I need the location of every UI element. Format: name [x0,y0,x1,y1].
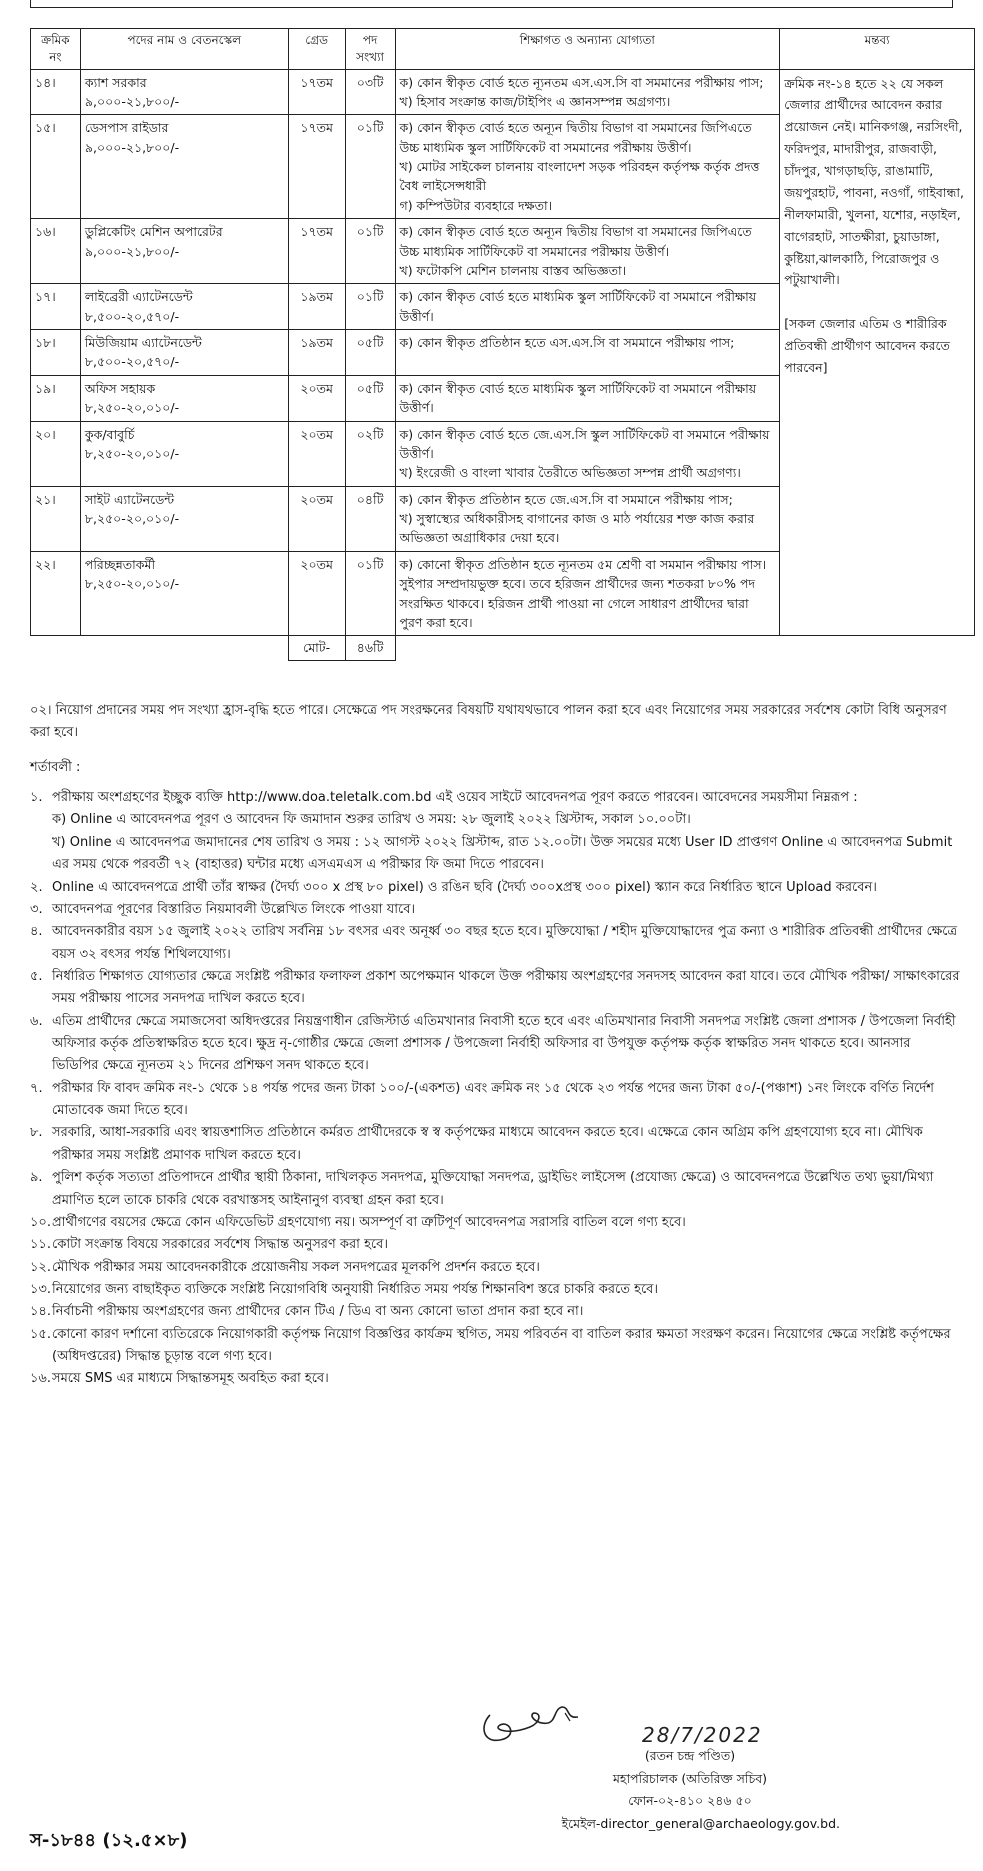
post-name: ডুপ্লিকেটিং মেশিন অপারেটর [84,224,223,240]
term-number: ৩. [30,901,43,917]
cell-count: ০৫টি [345,375,395,421]
reference-number: স-১৮৪৪ (১২.৫×৮) [30,1830,188,1851]
cell-remarks [780,69,975,636]
term-text: নির্ধারিত শিক্ষাগত যোগ্যতার ক্ষেত্রে সংশ্লিষ্ট পরীক্ষার ফলাফল প্রকাশ অপেক্ষমান থাকলে উক্ত পরীক্ষায় অংশগ্রহণের সনদসহ আবেদন করা যাবে। তবে মৌখিক পরীক্ষা/ সাক্ষাৎকারের সময় পরীক্ষায় পাসের সনদপত্র দাখিল করতে হবে। [52,968,960,1007]
qualification-item: ক) কোন স্বীকৃত বোর্ড হতে অন্যূন দ্বিতীয় বিভাগ বা সমমানের জিপিএতে উচ্চ মাধ্যমিক সার্টিফিকেট বা সমমানের পরীক্ষায় উত্তীর্ণ। [399,224,752,259]
cell-grade: ১৯তম [288,284,345,330]
term-text: খ) Online এ আবেদনপত্র জমাদানের শেষ তারিখ ও সময় : ১২ আগস্ট ২০২২ খ্রিস্টাব্দ, রাত ১২.০০টা। উক্ত সময়ের মধ্যে User ID প্রাপ্তগণ Online এ আবেদনপত্র Submit এর সময় থেকে পরবর্তী ৭২ (বাহাত্তর) ঘন্টার মধ্যে এসএমএস এ পরীক্ষার ফি জমা দিতে পারবেন। [52,834,953,873]
qualification-item: খ) মোটর সাইকেল চালনায় বাংলাদেশ সড়ক পরিবহন কর্তৃপক্ষ কর্তৃক প্রদত্ত বৈধ লাইসেন্সধারী [399,159,760,194]
pay-scale: ৯,০০০-২১,৮০০/- [84,243,180,259]
pay-scale: ৮,৫০০-২০,৫৭০/- [84,308,180,324]
post-name: ডেসপাস রাইডার [84,120,169,136]
cell-serial: ১৫। [31,115,81,219]
cell-count: ০১টি [345,115,395,219]
cell-count: ০৫টি [345,330,395,376]
term-item [30,1368,960,1390]
qualification-item: ক) কোনো স্বীকৃত প্রতিষ্ঠান হতে ন্যূনতম ৫ম শ্রেণী বা সমমান পরীক্ষায় পাস। সুইপার সম্প্রদায়ভুক্ত হবে। তবে হরিজন প্রার্থীদের জন্য শতকরা ৮০% পদ সংরক্ষিত থাকবে। হরিজন প্রার্থী পাওয়া না গেলে সাধারণ প্রার্থীদের দ্বারা পুরণ করা হবে। [399,556,767,630]
qualification-item: খ) হিসাব সংক্রান্ত কাজ/টাইপিং এ জ্ঞানসম্পন্ন অগ্রগণ্য। [399,93,671,109]
cell-grade: ১৭তম [288,219,345,284]
cell-post [80,486,288,551]
term-number: ১. [30,790,43,806]
pay-scale: ৯,০০০-২১,৮০০/- [84,139,180,155]
term-number [30,809,52,831]
cell-qualification [395,375,780,421]
header-serial: ক্রমিক নং [31,29,81,70]
post-name: সাইট এ্যাটেনডেন্ট [84,491,175,507]
term-item [30,1234,960,1256]
remarks-note: [সকল জেলার এতিম ও শারীরিক প্রতিবন্ধী প্রার্থীগণ আবেদন করতে পারবেন] [784,316,950,376]
qualification-item: খ) ইংরেজী ও বাংলা খাবার তৈরীতে অভিজ্ঞতা সম্পন্ন প্রার্থী অগ্রগণ্য। [399,465,741,481]
cell-count: ০৩টি [345,69,395,115]
term-item [30,832,960,877]
cell-qualification [395,330,780,376]
cell-post [80,284,288,330]
cell-qualification [395,69,780,115]
term-number: ২. [30,879,43,895]
cell-qualification [395,486,780,551]
header-remarks: মন্তব্য [780,29,975,70]
signature-lines [540,1745,840,1835]
term-item [30,966,960,1011]
post-name: লাইব্রেরী এ্যাটেনডেন্ট [84,289,193,305]
term-number: ৪. [30,924,43,940]
term-number: ১৪. [30,1304,52,1320]
cell-serial: ১৭। [31,284,81,330]
post-name: কুক/বাবুর্চি [84,426,135,442]
signature-date: 28/7/2022 [642,1723,763,1747]
total-row [31,636,975,660]
term-text: কোটা সংক্রান্ত বিষয়ে সরকারের সর্বশেষ সিদ্ধান্ত অনুসরণ করা হবে। [52,1237,389,1253]
cell-serial: ১৪। [31,69,81,115]
header-post: পদের নাম ও বেতনস্কেল [80,29,288,70]
qualification-item: ক) কোন স্বীকৃত বোর্ড হতে জে.এস.সি স্কুল সার্টিফিকেট বা সমমানে পরীক্ষায় উত্তীর্ণ। [399,426,770,461]
total-value: ৪৬টি [345,636,395,660]
term-item [30,899,960,921]
term-number: ৮. [30,1125,43,1141]
term-number [30,832,52,877]
term-item [30,1279,960,1301]
remarks-district-list: ক্রমিক নং-১৪ হতে ২২ যে সকল জেলার প্রার্থীদের আবেদন করার প্রয়োজন নেই। মানিকগঞ্জ, নরসিংদী, ফরিদপুর, মাদারীপুর, রাজবাড়ী, চাঁদপুর, খাগড়াছড়ি, রাঙামাটি, জয়পুরহাট, পাবনা, নওগাঁ, গাইবান্ধা, নীলফামারী, খুলনা, যশোর, নড়াইল, বাগেরহাট, সাতক্ষীরা, চুয়াডাঙ্গা, কুষ্টিয়া,ঝালকাঠি, পিরোজপুর ও পটুয়াখালী। [784,75,964,288]
cell-qualification [395,219,780,284]
pay-scale: ৮,২৫০-২০,০১০/- [84,576,180,592]
cell-post [80,69,288,115]
cell-count: ০১টি [345,284,395,330]
header-count: পদ সংখ্যা [345,29,395,70]
cell-serial: ২১। [31,486,81,551]
cell-post [80,551,288,636]
term-text: এতিম প্রার্থীদের ক্ষেত্রে সমাজসেবা অধিদপ্তরের নিয়ন্ত্রণাধীন রেজিস্টার্ড এতিমখানার নিবাসী হতে হবে এবং এতিমখানার নিবাসী সনদপত্র সংশ্লিষ্ট জেলা প্রশাসক / উপজেলা নির্বাহী অফিসার কর্তৃক প্রতিস্বাক্ষরিত হতে হবে। ক্ষুদ্র নৃ-গোষ্ঠীর ক্ষেত্রে জেলা প্রশাসক / উপজেলা নির্বাহী অফিসার বা উপযুক্ত কর্তৃপক্ষ কর্তৃক স্বাক্ষরিত সনদ থাকতে হবে। আনসার ভিডিপির ক্ষেত্রে ন্যূনতম ২১ দিনের প্রশিক্ষণ সনদ থাকতে হবে। [52,1013,956,1074]
table-header-row [31,29,975,70]
post-name: অফিস সহায়ক [84,380,156,396]
pay-scale: ৯,০০০-২১,৮০০/- [84,93,180,109]
term-item [30,787,960,809]
total-label: মোট- [288,636,345,660]
cell-count: ০২টি [345,421,395,486]
table-row [31,69,975,115]
job-table [30,28,975,661]
terms-list [30,787,960,1391]
term-text: সরকারি, আধা-সরকারি এবং স্বায়ত্তশাসিত প্রতিষ্ঠানে কর্মরত প্রার্থীদেরকে স্ব স্ব কর্তৃপক্ষের মাধ্যমে আবেদন করতে হবে। এক্ষেত্রে কোন অগ্রিম কপি গ্রহণযোগ্য হবে না। মৌখিক পরীক্ষার সময় সংশ্লিষ্ট প্রমাণক দাখিল করতে হবে। [52,1125,923,1163]
term-item [30,1301,960,1323]
qualification-item: খ) সুস্বাস্থ্যের অধিকারীসহ বাগানের কাজ ও মাঠ পর্যায়ের শক্ত কাজ করার অভিজ্ঞতা অগ্রাধিকার দেয়া হবে। [399,511,755,546]
term-number: ১০. [30,1214,52,1230]
conditions-section [30,700,960,1391]
term-text: পরীক্ষায় অংশগ্রহণের ইচ্ছুক ব্যক্তি http://www.doa.teletalk.com.bd এই ওয়েব সাইটে আবেদনপত্র পূরণ করতে পারবেন। আবেদনের সময়সীমা নিম্নরূপ : [52,790,858,806]
term-text: আবেদনপত্র পূরণের বিস্তারিত নিয়মাবলী উল্লেখিত লিংকে পাওয়া যাবে। [52,901,416,917]
term-number: ১১. [30,1237,52,1253]
cell-post [80,421,288,486]
qualification-item: ক) কোন স্বীকৃত বোর্ড হতে মাধ্যমিক স্কুল সার্টিফিকেট বা সমমানে পরীক্ষায় উত্তীর্ণ। [399,289,757,324]
cell-count: ০১টি [345,219,395,284]
qualification-item: ক) কোন স্বীকৃত প্রতিষ্ঠান হতে এস.এস.সি বা সমমানে পরীক্ষায় পাস; [399,335,735,351]
term-text: Online এ আবেদনপত্রে প্রার্থী তাঁর স্বাক্ষর (দৈর্ঘ্য ৩০০ x প্রস্থ ৮০ pixel) ও রঙিন ছবি (দৈর্ঘ্য ৩০০xপ্রস্থ ৩০০ pixel) স্ক্যান করে নির্ধারিত স্থানে Upload করবেন। [52,879,877,895]
term-number: ১৩. [30,1281,52,1297]
cell-grade: ২০তম [288,486,345,551]
term-number: ৬. [30,1013,43,1029]
term-item [30,1324,960,1369]
term-number: ৫. [30,968,43,984]
cell-qualification [395,551,780,636]
qualification-item: ক) কোন স্বীকৃত বোর্ড হতে ন্যূনতম এস.এস.সি বা সমমানের পরীক্ষায় পাস; [399,74,764,90]
term-text: নির্বাচনী পরীক্ষায় অংশগ্রহণের জন্য প্রার্থীদের কোন টিএ / ডিএ বা অন্য কোনো ভাতা প্রদান করা হবে না। [52,1304,584,1320]
term-number: ৭. [30,1080,43,1096]
qualification-item: ক) কোন স্বীকৃত বোর্ড হতে অন্যূন দ্বিতীয় বিভাগ বা সমমানের জিপিএতে উচ্চ মাধ্যমিক স্কুল সার্টিফিকেট বা সমমানের পরীক্ষায় উত্তীর্ণ। [399,120,752,155]
term-text: নিয়োগের জন্য বাছাইকৃত ব্যক্তিকে সংশ্লিষ্ট নিয়োগবিধি অনুযায়ী নির্ধারিত সময় পর্যন্ত শিক্ষানবিশ স্তরে চাকরি করতে হবে। [52,1281,659,1297]
cell-grade: ১৭তম [288,69,345,115]
pay-scale: ৮,২৫০-২০,০১০/- [84,511,180,527]
cell-qualification [395,284,780,330]
post-name: ক্যাশ সরকার [84,74,147,90]
term-text: মৌখিক পরীক্ষার সময় আবেদনকারীকে প্রয়োজনীয় সকল সনদপত্রের মূলকপি প্রদর্শন করতে হবে। [52,1259,540,1275]
paragraph-02: ০২। নিয়োগ প্রদানের সময় পদ সংখ্যা হ্রাস-বৃদ্ধি হতে পারে। সেক্ষেত্রে পদ সংরক্ষনের বিষয়টি যথাযথভাবে পালন করা হবে এবং নিয়োগের সময় সরকারের সর্বশেষ কোটা বিধি অনুসরণ করা হবে। [30,703,947,741]
cell-serial: ১৯। [31,375,81,421]
signatory-phone: ফোন-০২-৪১০ ২৪৬ ৫০ [628,1793,752,1808]
term-text: প্রার্থীগণের বয়সের ক্ষেত্রে কোন এফিডেভিট গ্রহণযোগ্য নয়। অসম্পূর্ণ বা ত্রুটিপূর্ণ আবেদনপত্র সরাসরি বাতিল বলে গণ্য হবে। [52,1214,686,1230]
term-number: ১৫. [30,1326,52,1342]
term-item [30,1212,960,1234]
cell-grade: ২০তম [288,421,345,486]
term-number: ১৬. [30,1371,52,1387]
term-item [30,1122,960,1167]
term-item [30,809,960,831]
cell-serial: ২০। [31,421,81,486]
term-text: পুলিশ কর্তৃক সত্যতা প্রতিপাদনে প্রার্থীর স্থায়ী ঠিকানা, দাখিলকৃত সনদপত্র, মুক্তিযোদ্ধা সনদপত্র, ড্রাইভিং লাইসেন্স (প্রযোজ্য ক্ষেত্রে) ও আবেদনপত্রে উল্লেখিত তথ্য ভুয়া/মিথ্যা প্রমাণিত হলে তাকে চাকরি থেকে বরখাস্তসহ আইনানুগ ব্যবস্থা গ্রহন করা হবে। [52,1170,934,1208]
post-name: মিউজিয়াম এ্যাটেনডেন্ট [84,335,202,351]
qualification-item: ক) কোন স্বীকৃত প্রতিষ্ঠান হতে জে.এস.সি বা সমমানে পরীক্ষায় পাস; [399,491,733,507]
cell-grade: ২০তম [288,375,345,421]
term-item [30,1257,960,1279]
qualification-item: খ) ফটোকপি মেশিন চালনায় বাস্তব অভিজ্ঞতা। [399,262,627,278]
top-border-fragment [30,0,953,8]
cell-post [80,115,288,219]
pay-scale: ৮,২৫০-২০,০১০/- [84,400,180,416]
cell-grade: ১৯তম [288,330,345,376]
cell-qualification [395,115,780,219]
term-text: কোনো কারণ দর্শানো ব্যতিরেকে নিয়োগকারী কর্তৃপক্ষ নিয়োগ বিজ্ঞপ্তির কার্যক্রম স্থগিত, সময় পরিবর্তন বা বাতিল করার ক্ষমতা সংরক্ষণ করেন। নিয়োগের ক্ষেত্রে সংশ্লিষ্ট কর্তৃপক্ষের (অধিদপ্তরের) সিদ্ধান্ত চূড়ান্ত বলে গণ্য হবে। [52,1326,951,1365]
term-item [30,877,960,899]
pay-scale: ৮,২৫০-২০,০১০/- [84,445,180,461]
cell-qualification [395,421,780,486]
cell-count: ০৪টি [345,486,395,551]
header-grade: গ্রেড [288,29,345,70]
signatory-title: মহাপরিচালক (অতিরিক্ত সচিব) [612,1770,768,1786]
cell-serial: ১৮। [31,330,81,376]
term-text: আবেদনকারীর বয়স ১৫ জুলাই ২০২২ তারিখ সর্বনিম্ন ১৮ বৎসর এবং অনূর্ধ্ব ৩০ বছর হতে হবে। মুক্তিযোদ্ধা / শহীদ মুক্তিযোদ্ধাদের পুত্র কন্যা ও শারীরিক প্রতিবন্ধী প্রার্থীদের ক্ষেত্রে বয়স ৩২ বৎসর পর্যন্ত শিথিলযোগ্য। [52,924,958,962]
term-item [30,1167,960,1212]
cell-serial: ১৬। [31,219,81,284]
term-text: পরীক্ষার ফি বাবদ ক্রমিক নং-১ থেকে ১৪ পর্যন্ত পদের জন্য টাকা ১০০/-(একশত) এবং ক্রমিক নং ১৫ থেকে ২৩ পর্যন্ত পদের জন্য টাকা ৫০/-(পঞ্চাশ) ১নং লিংকে বর্ণিত নির্দেশ মোতাবেক জমা দিতে হবে। [52,1080,934,1119]
term-number: ১২. [30,1259,52,1275]
signatory-name: (রতন চন্দ্র পণ্ডিত) [644,1748,736,1763]
cell-grade: ১৭তম [288,115,345,219]
term-item [30,1078,960,1123]
cell-serial: ২২। [31,551,81,636]
pay-scale: ৮,৫০০-২০,৫৭০/- [84,354,180,370]
term-text: ক) Online এ আবেদনপত্র পূরণ ও আবেদন ফি জমাদান শুরুর তারিখ ও সময়: ২৮ জুলাই ২০২২ খ্রিস্টাব্দ, সকাল ১০.০০টা। [52,812,691,828]
term-text: সময়ে SMS এর মাধ্যমে সিদ্ধান্তসমূহ অবহিত করা হবে। [52,1371,329,1387]
cell-count: ০১টি [345,551,395,636]
term-number: ৯. [30,1170,43,1186]
cell-post [80,219,288,284]
cell-grade: ২০তম [288,551,345,636]
term-item [30,1011,960,1078]
qualification-item: ক) কোন স্বীকৃত বোর্ড হতে মাধ্যমিক স্কুল সার্টিফিকেট বা সমমানে পরীক্ষায় উত্তীর্ণ। [399,380,757,416]
signatory-email: ইমেইল-director_general@archaeology.gov.bd. [561,1815,840,1831]
cell-post [80,375,288,421]
qualification-item: গ) কম্পিউটার ব্যবহারে দক্ষতা। [399,197,553,213]
header-qualification: শিক্ষাগত ও অন্যান্য যোগ্যতা [395,29,780,70]
conditions-heading: শর্তাবলী : [30,759,81,775]
term-item [30,921,960,966]
post-name: পরিচ্ছন্নতাকর্মী [84,556,156,572]
cell-post [80,330,288,376]
